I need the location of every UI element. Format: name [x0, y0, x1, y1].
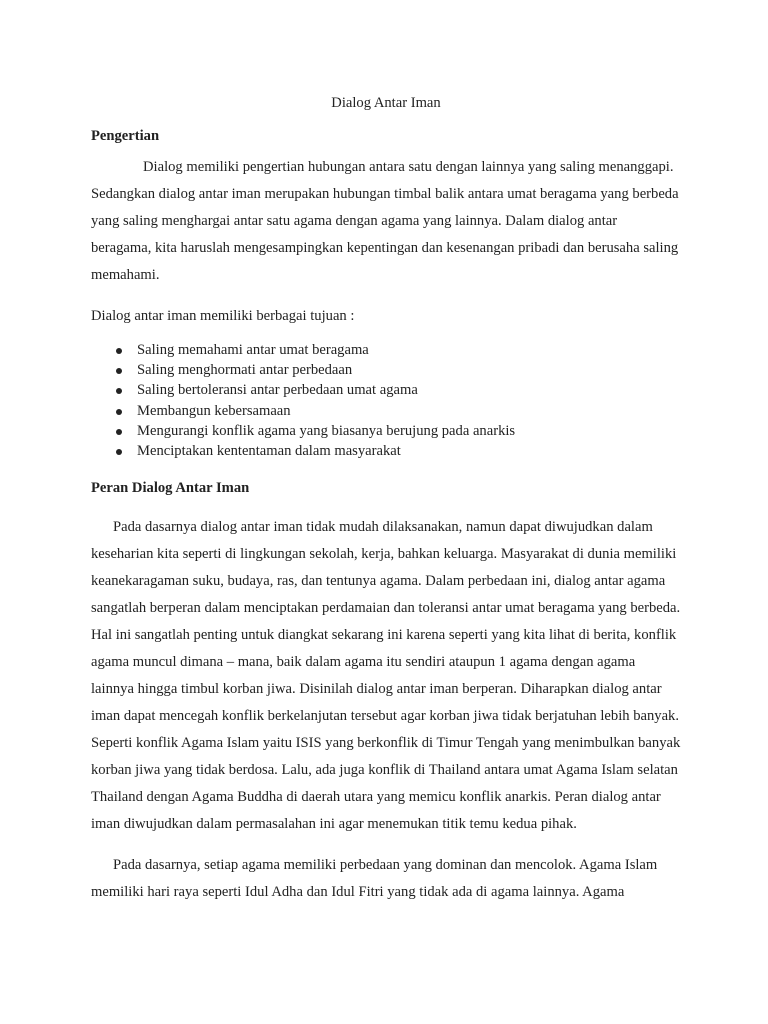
- list-item-text: Saling memahami antar umat beragama: [137, 342, 369, 358]
- bullet-icon: [116, 409, 122, 415]
- goals-intro: Dialog antar iman memiliki berbagai tujuan :: [91, 308, 355, 324]
- paragraph-peran-2: Pada dasarnya, setiap agama memiliki perbedaan yang dominan dan mencolok. Agama Islam memiliki hari raya seperti Idul Adha dan Idul Fitri yang tidak ada di agama lainnya. Agama: [91, 857, 658, 901]
- list-item: [91, 360, 681, 380]
- list-item: [91, 340, 681, 360]
- section-heading-peran: Peran Dialog Antar Iman: [91, 480, 250, 497]
- goals-list: [91, 340, 681, 461]
- list-item-text: Menciptakan kententaman dalam masyarakat: [137, 443, 401, 460]
- list-item: [91, 380, 681, 400]
- list-item: [91, 421, 681, 441]
- paragraph-pengertian: Dialog memiliki pengertian hubungan antara satu dengan lainnya yang saling menanggapi. Sedangkan dialog antar iman merupakan hubungan timbal balik antara umat beragama yang berbeda yang saling menghargai antar satu agama dengan agama yang lainnya. Dalam dialog antar beragama, kita haruslah mengesampingkan kepentingan dan kesenangan pribadi dan berusaha saling memahami.: [91, 159, 679, 283]
- list-item: [91, 441, 681, 461]
- document-body: [91, 94, 681, 906]
- bullet-icon: [116, 368, 122, 374]
- list-item-text: Membangun kebersamaan: [137, 402, 291, 419]
- document-title: Dialog Antar Iman: [331, 95, 441, 111]
- list-item-text: Saling bertoleransi antar perbedaan umat agama: [137, 382, 418, 399]
- list-item: [91, 401, 681, 421]
- bullet-icon: [116, 449, 122, 455]
- bullet-icon: [116, 348, 122, 354]
- list-item-text: Mengurangi konflik agama yang biasanya berujung pada anarkis: [137, 422, 516, 439]
- section-heading-pengertian: Pengertian: [91, 128, 160, 144]
- bullet-icon: [116, 388, 122, 394]
- list-item-text: Saling menghormati antar perbedaan: [137, 362, 353, 379]
- bullet-icon: [116, 429, 122, 435]
- paragraph-peran-1: Pada dasarnya dialog antar iman tidak mudah dilaksanakan, namun dapat diwujudkan dalam keseharian kita seperti di lingkungan sekolah, kerja, bahkan keluarga. Masyarakat di dunia memiliki keanekaragaman suku, budaya, ras, dan tentunya agama. Dalam perbedaan ini, dialog antar agama sangatlah berperan dalam menciptakan perdamaian dan toleransi antar umat beragama yang berbeda. Hal ini sangatlah penting untuk diangkat sekarang ini karena seperti yang kita lihat di berita, konflik agama muncul dimana – mana, baik dalam agama itu sendiri ataupun 1 agama dengan agama lainnya hingga timbul korban jiwa. Disinilah dialog antar iman berperan. Diharapkan dialog antar iman dapat mencegah konflik berkelanjutan tersebut agar korban jiwa tidak berjatuhan lebih banyak. Seperti konflik Agama Islam yaitu ISIS yang berkonflik di Timur Tengah yang menimbulkan banyak korban jiwa yang tidak berdosa. Lalu, ada juga konflik di Thailand antara umat Agama Islam selatan Thailand dengan Agama Buddha di daerah utara yang memicu konflik anarkis. Peran dialog antar iman diwujudkan dalam permasalahan ini agar menemukan titik temu kedua pihak.: [91, 519, 681, 833]
